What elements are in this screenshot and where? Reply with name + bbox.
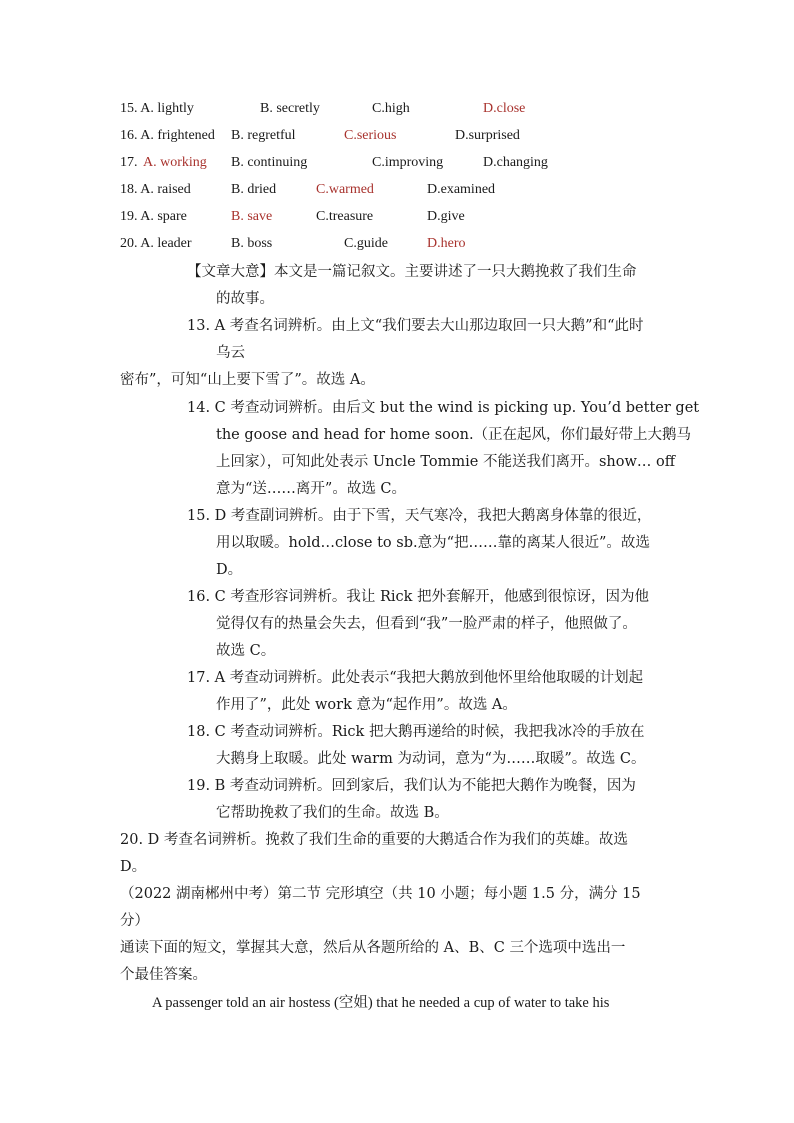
- option-a: 16. A. frightened: [120, 128, 215, 143]
- analysis-19: 19. B 考查动词辨析。回到家后，我们认为不能把大鹅作为晚餐，因为: [187, 778, 636, 794]
- summary-heading: 【文章大意】本文是一篇记叙文。主要讲述了一只大鹅挽救了我们生命: [187, 264, 637, 280]
- option-d: D.changing: [483, 155, 548, 170]
- analysis-17: 17. A 考查动词辨析。此处表示“我把大鹅放到他怀里给他取暖的计划起: [187, 670, 644, 686]
- option-num: 17.: [120, 155, 138, 170]
- option-a-correct: A. working: [143, 155, 207, 170]
- analysis-16-cont2: 故选 C。: [216, 643, 276, 659]
- option-c: C.high: [372, 101, 410, 116]
- analysis-14-cont2: 上回家），可知此处表示 Uncle Tommie 不能送我们离开。show… off: [216, 454, 676, 470]
- analysis-14-cont: the goose and head for home soon.（正在起风，你们最好带上大鹅马: [216, 427, 692, 443]
- analysis-17-cont: 作用了”，此处 work 意为“起作用”。故选 A。: [216, 697, 517, 713]
- option-c: C.improving: [372, 155, 444, 170]
- section-title: （2022 湖南郴州中考）第二节 完形填空（共 10 小题；每小题 1.5 分，满分 15: [120, 886, 641, 902]
- section-title-cont: 分）: [120, 913, 149, 929]
- option-a: 19. A. spare: [120, 209, 187, 224]
- option-d: D.give: [427, 209, 465, 224]
- option-d-correct: D.close: [483, 101, 526, 116]
- summary-cont: 的故事。: [216, 291, 274, 307]
- analysis-15: 15. D 考查副词辨析。由于下雪，天气寒冷，我把大鹅离身体靠的很近，: [187, 508, 652, 524]
- option-b: B. secretly: [260, 101, 320, 116]
- option-a: 18. A. raised: [120, 182, 191, 197]
- option-c: C.treasure: [316, 209, 374, 224]
- analysis-13-cont: 乌云: [216, 345, 245, 361]
- analysis-19-cont: 它帮助挽救了我们的生命。故选 B。: [216, 805, 449, 821]
- analysis-13: 13. A 考查名词辨析。由上文“我们要去大山那边取回一只大鹅”和“此时: [187, 318, 644, 334]
- option-b-correct: B. save: [231, 209, 273, 224]
- option-c: C.guide: [344, 236, 388, 251]
- analysis-20-cont: D。: [120, 859, 147, 875]
- option-d: D.examined: [427, 182, 496, 197]
- analysis-15-cont2: D。: [216, 562, 243, 578]
- option-d-correct: D.hero: [427, 236, 466, 251]
- analysis-13-cont2: 密布”，可知“山上要下雪了”。故选 A。: [120, 372, 375, 388]
- option-d: D.surprised: [455, 128, 520, 143]
- option-a: 15. A. lightly: [120, 101, 194, 116]
- analysis-15-cont: 用以取暖。hold…close to sb.意为“把……靠的离某人很近”。故选: [216, 535, 650, 551]
- option-c-correct: C.warmed: [316, 182, 374, 197]
- instructions-cont: 个最佳答案。: [120, 967, 207, 983]
- option-c-correct: C.serious: [344, 128, 397, 143]
- option-b: B. boss: [231, 236, 273, 251]
- analysis-14-cont3: 意为“送……离开”。故选 C。: [216, 481, 407, 497]
- analysis-16: 16. C 考查形容词辨析。我让 Rick 把外套解开，他感到很惊讶，因为他: [187, 589, 650, 605]
- analysis-14: 14. C 考查动词辨析。由后文 but the wind is picking up. You’d better get: [187, 400, 700, 416]
- analysis-16-cont: 觉得仅有的热量会失去，但看到“我”一脸严肃的样子，他照做了。: [216, 616, 637, 632]
- analysis-20: 20. D 考查名词辨析。挽救了我们生命的重要的大鹅适合作为我们的英雄。故选: [120, 832, 628, 848]
- instructions: 通读下面的短文，掌握其大意，然后从各题所给的 A、B、C 三个选项中选出一: [120, 940, 626, 956]
- option-b: B. continuing: [231, 155, 308, 170]
- option-b: B. regretful: [231, 128, 296, 143]
- passage-first-line: A passenger told an air hostess (空姐) that he needed a cup of water to take his: [152, 995, 610, 1011]
- analysis-18-cont: 大鹅身上取暖。此处 warm 为动词，意为“为……取暖”。故选 C。: [216, 751, 646, 767]
- analysis-18: 18. C 考查动词辨析。Rick 把大鹅再递给的时候，我把我冰冷的手放在: [187, 724, 645, 740]
- option-a: 20. A. leader: [120, 236, 192, 251]
- option-b: B. dried: [231, 182, 277, 197]
